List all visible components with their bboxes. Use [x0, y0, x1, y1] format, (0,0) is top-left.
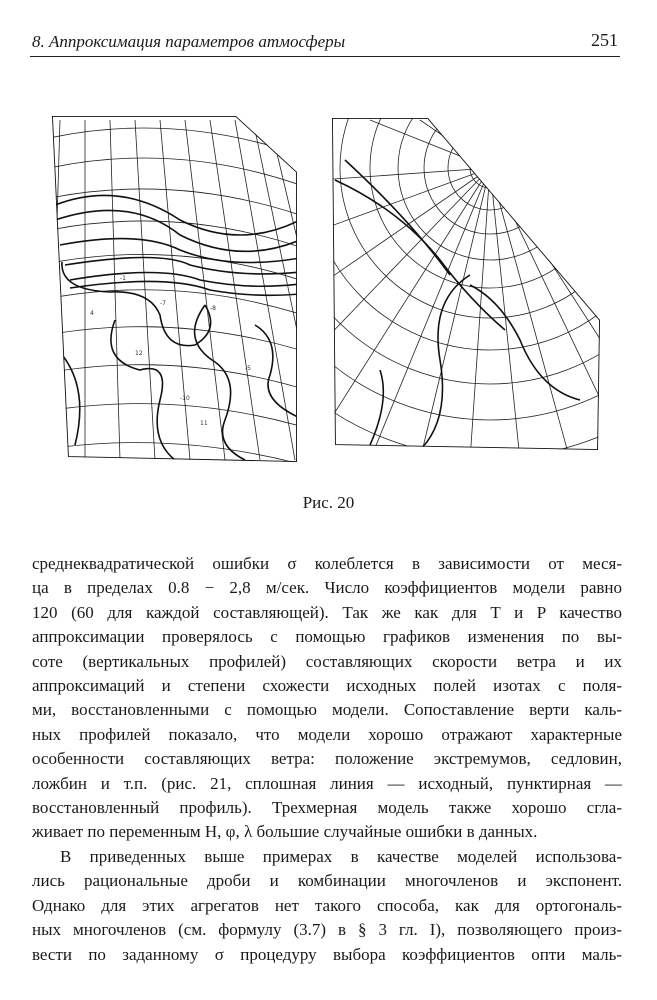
- text-line: аппроксимаций и степени схожести исходных полей изотах с поля-: [32, 676, 622, 696]
- text-line: ца в пределах 0.8 − 2,8 м/сек. Число коэффициентов модели равно: [32, 578, 622, 598]
- text-line: ми, восстановленными с помощью модели. Сопоставление верти каль-: [32, 700, 622, 720]
- page-number: 251: [591, 30, 618, 50]
- right-isotach-map: [200, 100, 657, 460]
- running-header: [30, 30, 620, 57]
- svg-text:-8: -8: [210, 305, 216, 312]
- running-title: 8. Аппроксимация параметров атмосферы: [32, 32, 346, 51]
- text-line: ных профилей показало, что модели хорошо отражают характерные: [32, 724, 622, 744]
- text-line: восстановленный профиль). Трехмерная модель также хорошо сгла-: [32, 798, 622, 818]
- text-line: вести по заданному σ процедуру выбора коэффициентов опти маль-: [32, 944, 622, 964]
- text-line: ных многочленов (см. формулу (3.7) в § 3 гл. I), позволяющего произ-: [32, 920, 622, 940]
- text-line: среднеквадратической ошибки σ колеблется в зависимости от меся-: [32, 554, 622, 573]
- text-line: В приведенных выше примерах в качестве моделей использова-: [60, 846, 622, 866]
- text-line: лись рациональные дроби и комбинации многочленов и экспонент.: [32, 871, 622, 891]
- svg-text:4: 4: [90, 310, 94, 317]
- figure-caption: Рис. 20: [302, 493, 355, 512]
- left-isotach-map: [40, 116, 340, 464]
- svg-text:-7: -7: [160, 300, 166, 307]
- svg-text:12: 12: [135, 350, 143, 357]
- svg-text:-1: -1: [120, 275, 126, 282]
- text-line: аппроксимации проверялось с помощью графиков изменения по вы-: [32, 627, 622, 647]
- figure-20: [0, 100, 657, 480]
- figure-maps-svg: [0, 100, 657, 480]
- text-line: соте (вертикальных профилей) составляющих скорости ветра и их: [32, 651, 622, 671]
- text-line: ложбин и т.п. (рис. 21, сплошная линия — исходный, пунктирная —: [32, 773, 622, 793]
- body-text: [32, 552, 622, 967]
- text-line: Однако для этих агрегатов нет такого способа, как для ортогональ-: [32, 895, 622, 915]
- svg-text:-10: -10: [180, 395, 190, 402]
- text-line: живает по переменным H, φ, λ большие случайные ошибки в данных.: [32, 822, 538, 842]
- svg-text:11: 11: [200, 420, 208, 427]
- text-line: особенности составляющих ветра: положение экстремумов, седловин,: [32, 749, 622, 769]
- svg-text:-5: -5: [245, 365, 251, 372]
- text-line: 120 (60 для каждой составляющей). Так же как для T и P качество: [32, 602, 622, 622]
